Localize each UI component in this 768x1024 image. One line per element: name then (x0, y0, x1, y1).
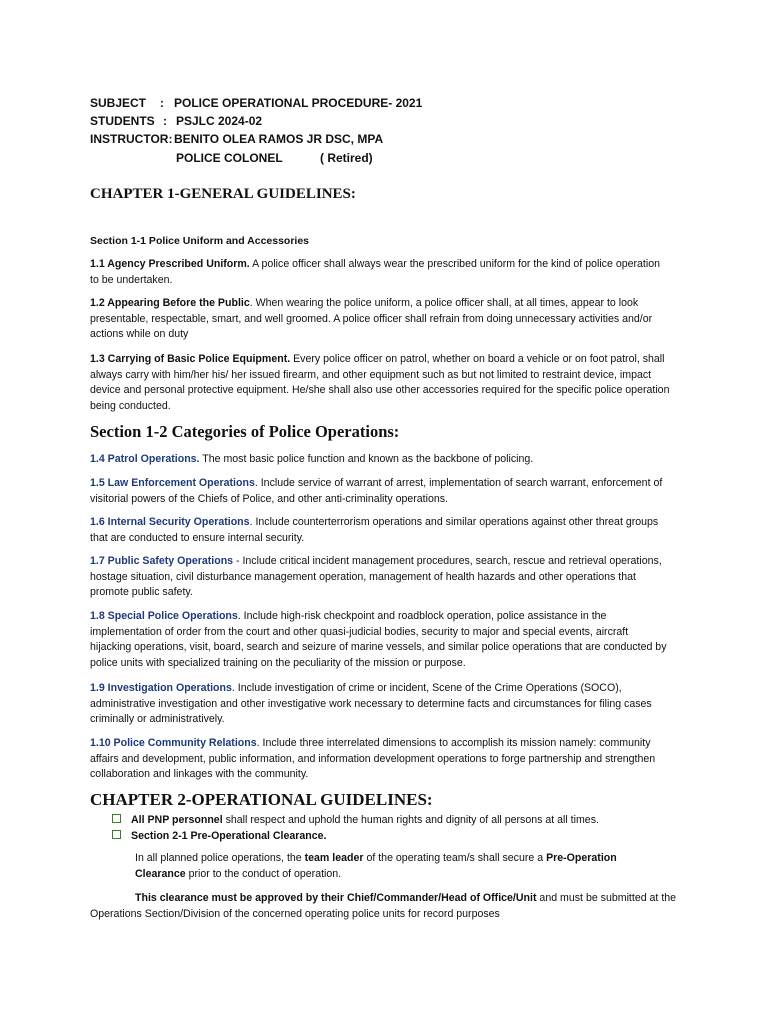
checkbox-bullet-icon (112, 814, 121, 823)
rank-note: ( Retired) (320, 151, 373, 165)
category-1-10-text: . Include three interrelated dimensions to accomplish its mission namely: community affairs and development, public information, and information development operations to forge partnership and strengthen collaboration and linkages with the community. (90, 737, 656, 781)
p1-team-leader: team leader (304, 852, 364, 864)
item-1-3 (90, 352, 670, 414)
category-1-9 (90, 681, 670, 728)
category-1-10-label: 1.10 Police Community Relations (90, 737, 257, 749)
subject-label: SUBJECT (90, 96, 147, 110)
category-1-7-text: - Include critical incident management procedures, search, rescue and retrieval operations, hostage situation, civil disturbance management operation, management of health hazards and other operations that promote public safety. (90, 555, 662, 599)
category-1-5 (90, 476, 670, 507)
item-1-2-label: 1.2 Appearing Before the Public (90, 297, 250, 309)
item-1-2 (90, 296, 670, 343)
chapter-2-title: CHAPTER 2-OPERATIONAL GUIDELINES: (90, 790, 433, 809)
category-1-8 (90, 609, 670, 671)
category-1-5-label: 1.5 Law Enforcement Operations (90, 477, 255, 489)
category-1-5-text: . Include service of warrant of arrest, implementation of search warrant, enforcement of visitorial powers of the Chiefs of Police, and other anti-criminality operations. (90, 477, 663, 505)
subject-value: POLICE OPERATIONAL PROCEDURE- 2021 (174, 96, 423, 110)
item-1-3-text: Every police officer on patrol, whether on board a vehicle or on foot patrol, shall always carry with him/her his/ her issued firearm, and other equipment such as but not limited to restraint device, impact device and personal protective equipment. He/she shall also use other accessories required for the specific police operation being conducted. (90, 353, 670, 412)
item-1-3-label: 1.3 Carrying of Basic Police Equipment. (90, 353, 291, 365)
pre-op-clearance-paragraph (135, 851, 665, 882)
checkbox-bullet-icon (112, 830, 121, 839)
p1-pre-op-clearance: Pre-Operation Clearance (135, 852, 617, 880)
bullet-item-1 (112, 813, 599, 828)
category-1-4-text: The most basic police function and known as the backbone of policing. (199, 453, 534, 465)
p1-text-a: In all planned police operations, the (135, 852, 305, 864)
section-1-1-title: Section 1-1 Police Uniform and Accessories (90, 235, 310, 247)
category-1-8-label: 1.8 Special Police Operations (90, 610, 238, 622)
item-1-1 (90, 257, 670, 288)
p1-text-c: of the operating team/s shall secure a (363, 852, 547, 864)
instructor-label: INSTRUCTOR: (90, 132, 173, 146)
category-1-6-text: . Include counterterrorism operations and similar operations against other threat groups that are conducted to ensure internal security. (90, 516, 659, 544)
item-1-2-text: . When wearing the police uniform, a police officer shall, at all times, appear to look presentable, respectable, smart, and well groomed. A police officer shall refrain from doing unnecessary activities and/or actions while on duty (90, 297, 653, 341)
category-1-4 (90, 452, 670, 468)
category-1-7-label: 1.7 Public Safety Operations (90, 555, 234, 567)
p2-text: and must be submitted at the Operations Section/Division of the concerned operating police units for record purposes (90, 892, 677, 920)
chapter-1-title: CHAPTER 1-GENERAL GUIDELINES: (90, 186, 356, 202)
p2-bold: This clearance must be approved by their Chief/Commander/Head of Office/Unit (135, 892, 537, 904)
subject-line (90, 94, 146, 112)
category-1-4-label: 1.4 Patrol Operations. (90, 453, 200, 465)
rank: POLICE COLONEL (176, 151, 283, 165)
students-label: STUDENTS (90, 114, 155, 128)
approval-paragraph (90, 891, 680, 922)
category-1-10 (90, 736, 670, 783)
students-sep: : (163, 114, 167, 128)
category-1-9-label: 1.9 Investigation Operations (90, 682, 232, 694)
item-1-1-label: 1.1 Agency Prescribed Uniform. (90, 258, 250, 270)
students-value: PSJLC 2024-02 (176, 114, 263, 128)
category-1-8-text: . Include high-risk checkpoint and roadblock operation, police assistance in the implementation of order from the court and other quasi-judicial bodies, security to major and special events, aircraft hijacking operations, visit, board, search and seizure of marine vessels, and similar police operations that are conducted by police units with specialized training on the peculiarity of the mission or purpose. (90, 610, 667, 669)
bullet-2-bold: Section 2-1 Pre-Operational Clearance. (131, 830, 327, 842)
instructor-value: BENITO OLEA RAMOS JR DSC, MPA (174, 132, 384, 146)
category-1-9-text: . Include investigation of crime or incident, Scene of the Crime Operations (SOCO), administrative investigation and other investigative work necessary to determine facts and circumstances for filing cases criminally or administratively. (90, 682, 652, 726)
bullet-1-text: shall respect and uphold the human rights and dignity of all persons at all times. (222, 814, 599, 826)
subject-sep: : (160, 96, 164, 110)
bullet-1-bold: All PNP personnel (131, 814, 223, 826)
bullet-item-2 (112, 829, 326, 844)
category-1-6 (90, 515, 670, 546)
item-1-1-text: A police officer shall always wear the prescribed uniform for the kind of police operation to be undertaken. (90, 258, 660, 286)
p1-text-e: prior to the conduct of operation. (185, 867, 342, 880)
section-1-2-title: Section 1-2 Categories of Police Operations: (90, 422, 400, 441)
category-1-6-label: 1.6 Internal Security Operations (90, 516, 250, 528)
category-1-7 (90, 554, 670, 601)
